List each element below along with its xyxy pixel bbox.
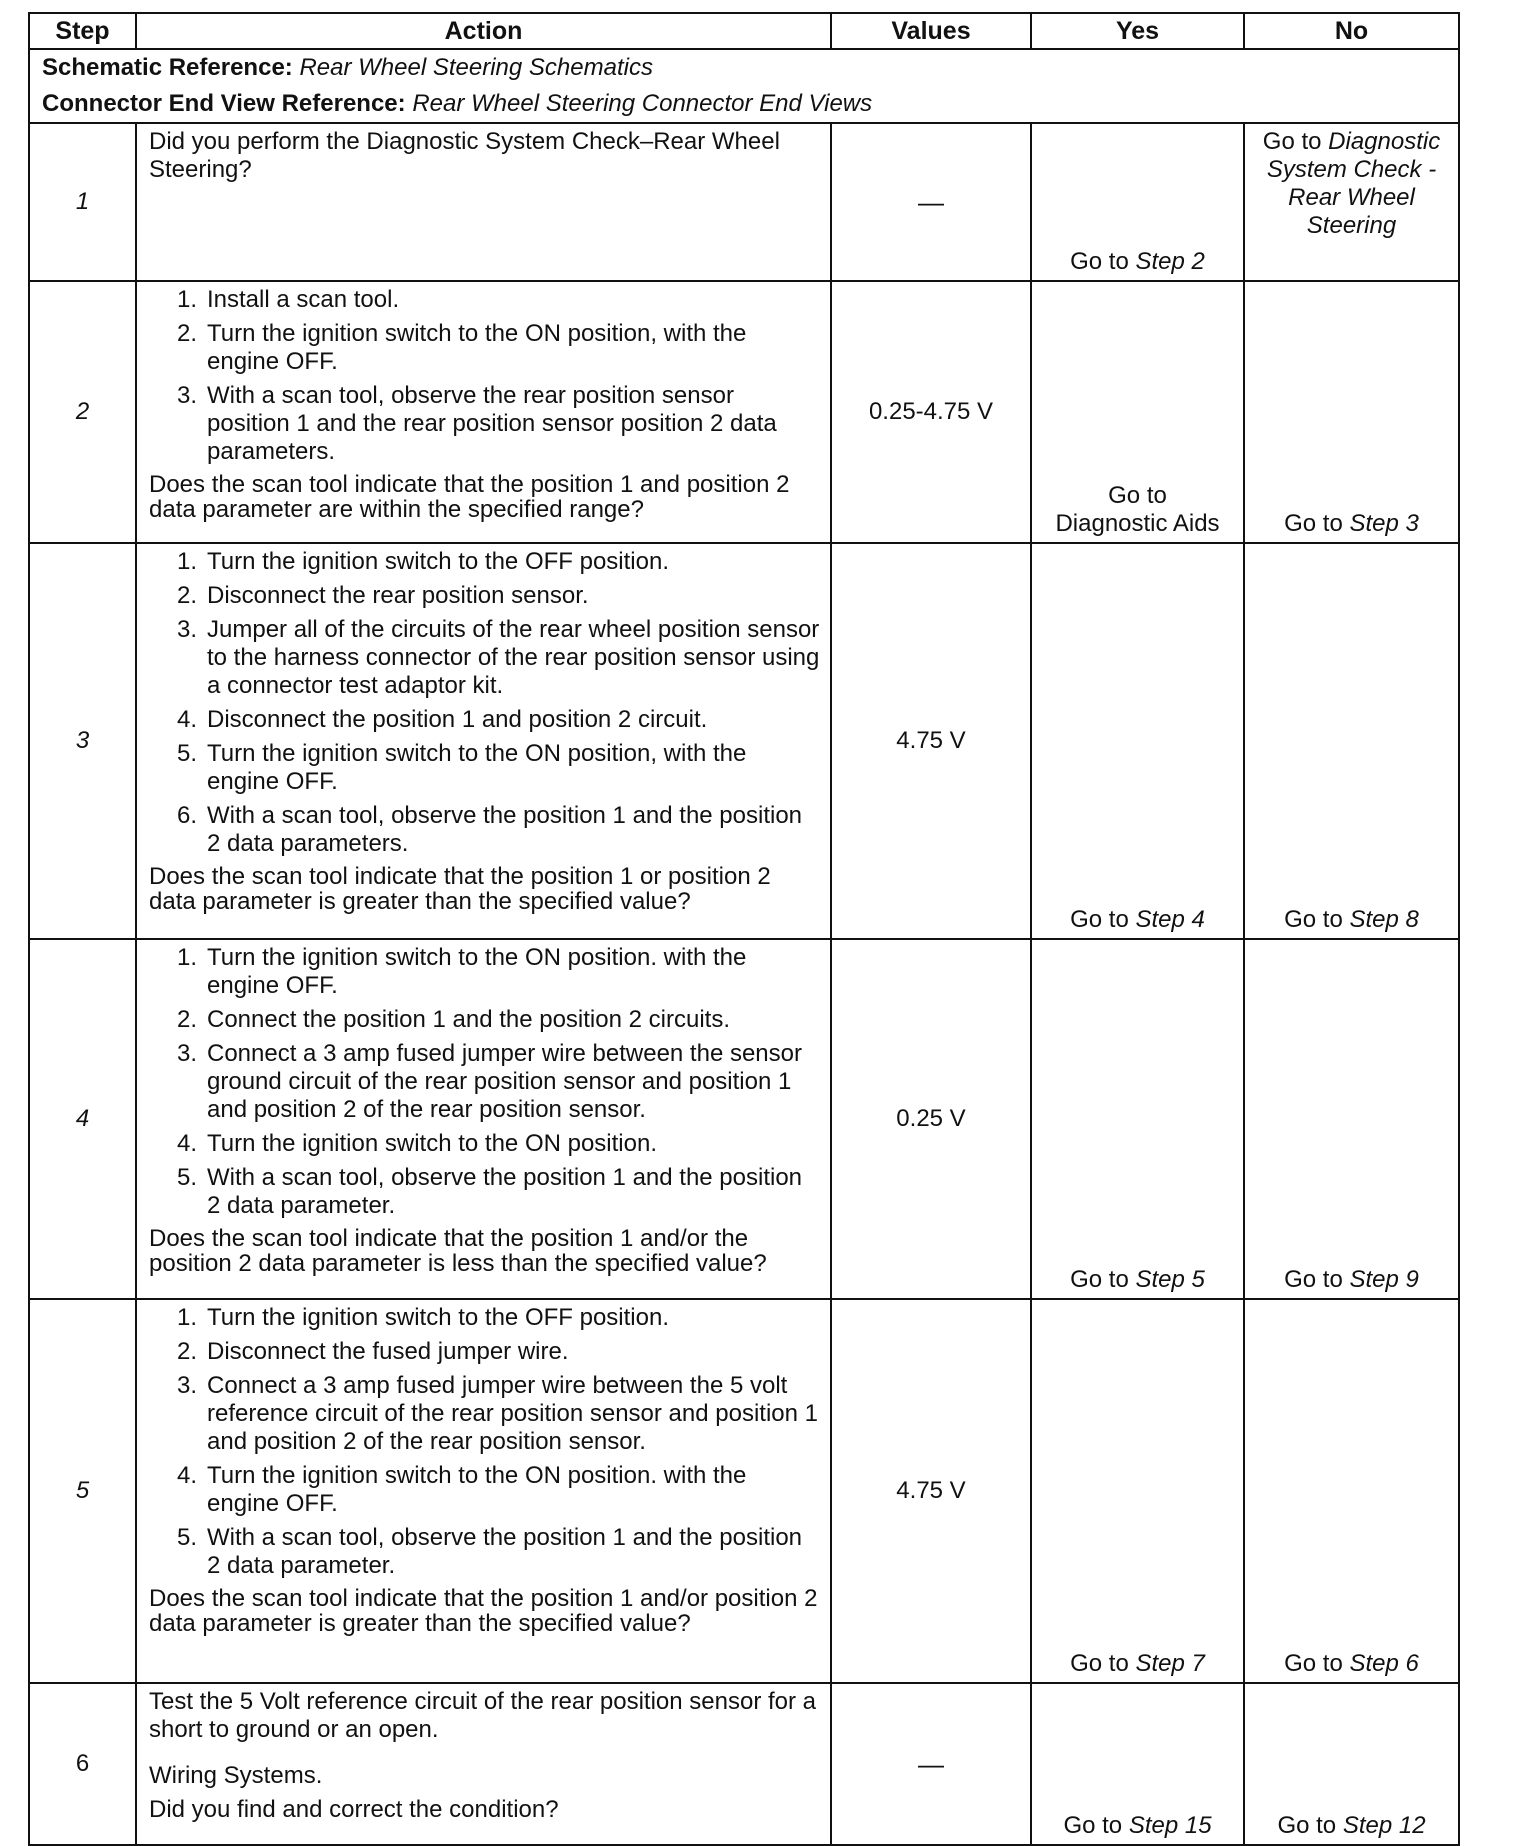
step-action xyxy=(136,543,831,939)
step-value: 4.75 V xyxy=(831,1299,1031,1683)
connector-reference-link[interactable]: Rear Wheel Steering Connector End Views xyxy=(412,90,873,117)
action-text: Test the 5 Volt reference circuit of the rear position sensor for a short to ground or an open. xyxy=(149,1688,817,1743)
list-item: 2. Disconnect the fused jumper wire. xyxy=(176,1338,569,1365)
list-item: 3. Jumper all of the circuits of the rear wheel position sensor to the harness connector of the rear position sensor using a connector test adaptor kit. xyxy=(176,616,820,699)
step-row-3 xyxy=(29,543,1459,939)
no-link[interactable]: Diagnostic System Check - Rear Wheel Steering xyxy=(1266,128,1441,239)
no-link[interactable]: Step 12 xyxy=(1342,1812,1426,1839)
go-to-label: Go to xyxy=(1070,1266,1129,1293)
step-no[interactable] xyxy=(1244,123,1459,281)
no-link[interactable]: Step 8 xyxy=(1349,906,1419,933)
action-text: Did you perform the Diagnostic System Check–Rear Wheel Steering? xyxy=(149,128,780,183)
step-row-4 xyxy=(29,939,1459,1299)
no-link[interactable]: Step 6 xyxy=(1349,1650,1419,1677)
action-question: Does the scan tool indicate that the position 1 or position 2 data parameter is greater than the specified value? xyxy=(149,863,771,915)
list-item: 1. Turn the ignition switch to the ON position. with the engine OFF. xyxy=(176,944,747,999)
yes-link[interactable]: Step 4 xyxy=(1135,906,1205,933)
step-no[interactable] xyxy=(1244,281,1459,543)
list-item: 2. Connect the position 1 and the position 2 circuits. xyxy=(176,1006,730,1033)
step-number: 1 xyxy=(29,123,136,281)
step-action xyxy=(136,939,831,1299)
list-item: 3. With a scan tool, observe the rear position sensor position 1 and the rear position sensor position 2 data parameters. xyxy=(176,382,777,465)
header-no: No xyxy=(1244,13,1459,49)
step-value: 0.25-4.75 V xyxy=(831,281,1031,543)
step-value: — xyxy=(831,123,1031,281)
list-item: 5. With a scan tool, observe the position 1 and the position 2 data parameter. xyxy=(176,1524,803,1579)
list-item: 1. Turn the ignition switch to the OFF position. xyxy=(176,548,669,575)
go-to-label: Go to xyxy=(1262,128,1322,155)
header-row xyxy=(29,13,1459,49)
step-yes[interactable] xyxy=(1031,939,1244,1299)
go-to-label: Go to xyxy=(1284,906,1343,933)
go-to-label: Go to xyxy=(1284,1650,1343,1677)
yes-link[interactable]: Step 2 xyxy=(1135,248,1205,275)
step-value: — xyxy=(831,1683,1031,1845)
action-question: Does the scan tool indicate that the position 1 and/or the position 2 data parameter is less than the specified value? xyxy=(149,1225,767,1277)
diagnostic-table xyxy=(28,12,1460,1846)
go-to-label: Go to xyxy=(1063,1812,1123,1839)
list-item: 3. Connect a 3 amp fused jumper wire between the 5 volt reference circuit of the rear position sensor and position 1 and position 2 of the rear position sensor. xyxy=(176,1372,819,1455)
schematic-reference-link[interactable]: Rear Wheel Steering Schematics xyxy=(299,54,653,81)
schematic-reference-row xyxy=(29,49,1459,86)
step-action xyxy=(136,1299,831,1683)
header-yes: Yes xyxy=(1031,13,1244,49)
step-action xyxy=(136,1683,831,1845)
step-value: 4.75 V xyxy=(831,543,1031,939)
yes-link[interactable]: Step 5 xyxy=(1135,1266,1205,1293)
no-link[interactable]: Step 3 xyxy=(1349,510,1419,537)
step-yes[interactable] xyxy=(1031,1683,1244,1845)
go-to-label: Go to xyxy=(1277,1812,1337,1839)
step-yes[interactable] xyxy=(1031,1299,1244,1683)
step-row-2 xyxy=(29,281,1459,543)
yes-link[interactable]: Step 15 xyxy=(1128,1812,1212,1839)
list-item: 6. With a scan tool, observe the position 1 and the position 2 data parameters. xyxy=(176,802,803,857)
list-item: 4. Disconnect the position 1 and position 2 circuit. xyxy=(176,706,708,733)
yes-link[interactable]: Diagnostic Aids xyxy=(1055,510,1220,537)
go-to-label: Go to xyxy=(1284,1266,1343,1293)
step-no[interactable] xyxy=(1244,939,1459,1299)
list-item: 1. Turn the ignition switch to the OFF position. xyxy=(176,1304,669,1331)
step-number: 4 xyxy=(29,939,136,1299)
step-number: 6 xyxy=(29,1683,136,1845)
list-item: 5. With a scan tool, observe the position 1 and the position 2 data parameter. xyxy=(176,1164,803,1219)
list-item: 3. Connect a 3 amp fused jumper wire between the sensor ground circuit of the rear position sensor and position 1 and position 2 of the rear position sensor. xyxy=(176,1040,802,1123)
list-item: 2. Disconnect the rear position sensor. xyxy=(176,582,589,609)
step-number: 2 xyxy=(29,281,136,543)
list-item: 5. Turn the ignition switch to the ON position, with the engine OFF. xyxy=(176,740,747,795)
list-item: 4. Turn the ignition switch to the ON position. with the engine OFF. xyxy=(176,1462,747,1517)
yes-link[interactable]: Step 7 xyxy=(1135,1650,1205,1677)
no-link[interactable]: Step 9 xyxy=(1349,1266,1419,1293)
header-action: Action xyxy=(136,13,831,49)
connector-reference-row xyxy=(29,86,1459,123)
step-yes[interactable] xyxy=(1031,123,1244,281)
action-text-reference: Wiring Systems. xyxy=(149,1762,323,1789)
list-item: 4. Turn the ignition switch to the ON position. xyxy=(176,1130,657,1157)
step-no[interactable] xyxy=(1244,1299,1459,1683)
step-number: 5 xyxy=(29,1299,136,1683)
step-yes[interactable] xyxy=(1031,543,1244,939)
step-row-5 xyxy=(29,1299,1459,1683)
header-step: Step xyxy=(29,13,136,49)
step-row-1 xyxy=(29,123,1459,281)
list-item: 2. Turn the ignition switch to the ON position, with the engine OFF. xyxy=(176,320,747,375)
go-to-label: Go to xyxy=(1070,248,1129,275)
step-number: 3 xyxy=(29,543,136,939)
schematic-reference-label: Schematic Reference: xyxy=(42,54,293,81)
header-values: Values xyxy=(831,13,1031,49)
step-action xyxy=(136,123,831,281)
step-no[interactable] xyxy=(1244,1683,1459,1845)
go-to-label: Go to xyxy=(1070,906,1129,933)
step-no[interactable] xyxy=(1244,543,1459,939)
go-to-label: Go to xyxy=(1070,1650,1129,1677)
step-yes[interactable] xyxy=(1031,281,1244,543)
connector-reference-label: Connector End View Reference: xyxy=(42,90,406,117)
go-to-label: Go to xyxy=(1108,482,1167,509)
action-question: Does the scan tool indicate that the position 1 and/or position 2 data parameter is greater than the specified value? xyxy=(149,1585,818,1637)
list-item: 1. Install a scan tool. xyxy=(176,286,400,313)
step-action xyxy=(136,281,831,543)
action-question: Did you find and correct the condition? xyxy=(149,1796,559,1823)
action-question: Does the scan tool indicate that the position 1 and position 2 data parameter are within the specified range? xyxy=(149,471,790,523)
step-value: 0.25 V xyxy=(831,939,1031,1299)
step-row-6 xyxy=(29,1683,1459,1845)
go-to-label: Go to xyxy=(1284,510,1343,537)
